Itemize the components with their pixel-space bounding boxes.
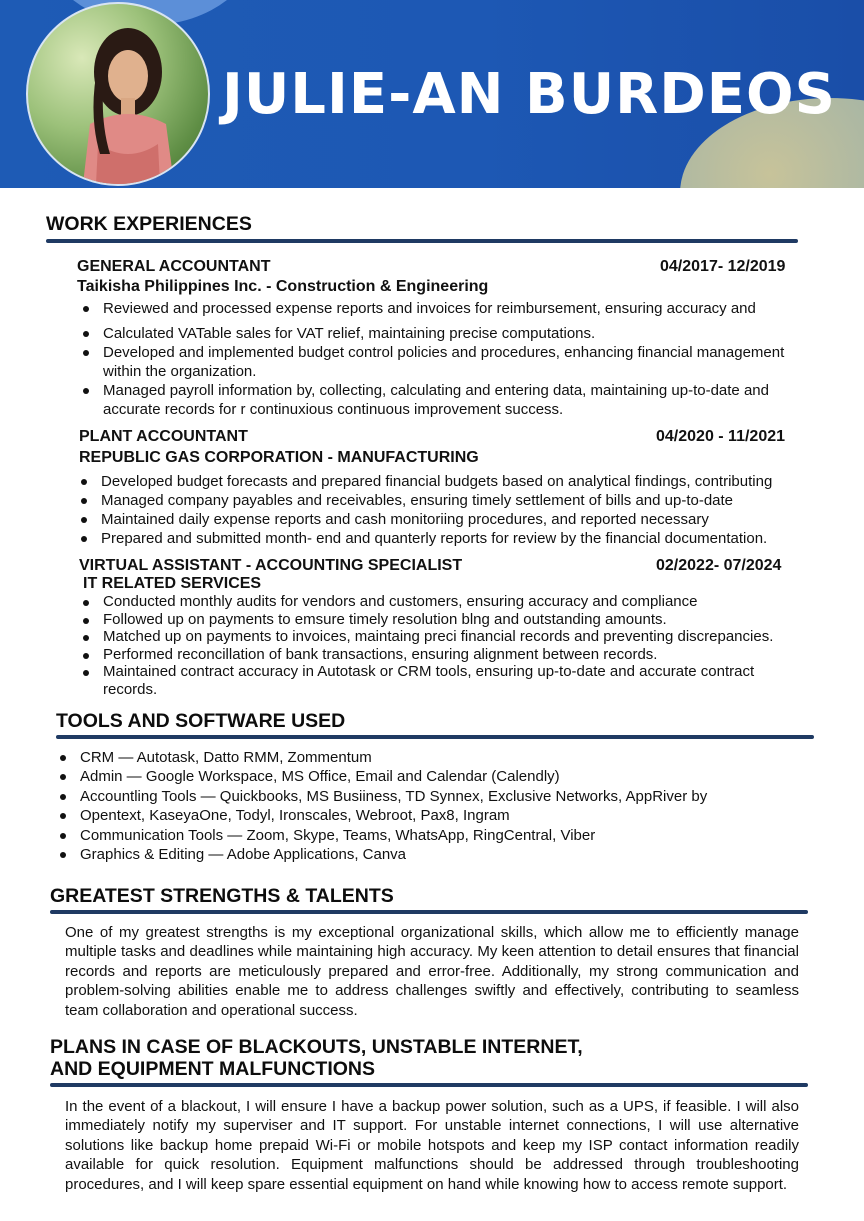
list-item: Matched up on payments to invoices, maintaing preci financial records and preventing discrepancies. — [77, 628, 802, 646]
tools-list — [54, 748, 814, 864]
job-dates: 02/2022- 07/2024 — [656, 557, 782, 574]
list-item: Admin — Google Workspace, MS Office, Email and Calendar (Calendly) — [54, 767, 814, 786]
strengths-paragraph: One of my greatest strengths is my exceptional organizational skills, which allow me to efficiently manage multiple tasks and deadlines while maintaining high accuracy. My keen attention to detail ensures that financial records and reports are meticulously prepared and error-free. Additionally, my strong communication and problem-solving abilities enable me to address challenges swiftly and effectively, contributing to seamless team collaboration and operational success. — [65, 924, 799, 1019]
list-item: Opentext, KaseyaOne, Todyl, Ironscales, Webroot, Pax8, Ingram — [54, 806, 814, 825]
list-item: CRM — Autotask, Datto RMM, Zommentum — [54, 748, 814, 767]
job-company: IT RELATED SERVICES — [83, 575, 262, 592]
job-dates: 04/2020 - 11/2021 — [656, 428, 786, 445]
job-bullets — [77, 299, 802, 419]
list-item: Developed budget forecasts and prepared financial budgets based on analytical findings, contributing — [75, 472, 805, 491]
job-bullets — [75, 472, 805, 548]
section-divider — [50, 1083, 808, 1087]
section-title-plans-line2: AND EQUIPMENT MALFUNCTIONS — [50, 1058, 375, 1080]
list-item: Managed payroll information by, collecting, calculating and entering data, maintaining up-to-date and accurate records for r continuxious continuous improvement success. — [77, 381, 802, 419]
plans-paragraph: In the event of a blackout, I will ensure I have a backup power solution, such as a UPS, if feasible. I will also immediately notify my superviser and IT support. For unstable internet connections, I will use alternative solutions like backup home prepaid Wi-Fi or mobile hotspots and keep my ISP contact information readily available for quick resolution. Equipment malfunctions should be addressed through troubleshooting procedures, and I will keep spare essential equipment on hand while knowing how to access remote support. — [65, 1098, 799, 1193]
section-title-strengths: GREATEST STRENGTHS & TALENTS — [50, 885, 394, 907]
header-banner — [0, 0, 864, 188]
list-item: Calculated VATable sales for VAT relief, maintaining precise computations. — [77, 324, 802, 343]
job-company: Taikisha Philippines Inc. - Construction & Engineering — [77, 278, 489, 295]
section-title-work: WORK EXPERIENCES — [46, 213, 252, 235]
section-divider — [46, 239, 798, 243]
section-divider — [50, 910, 808, 914]
job-company: REPUBLIC GAS CORPORATION - MANUFACTURING — [79, 449, 479, 466]
list-item: Developed and implemented budget control policies and procedures, enhancing financial management within the organization. — [77, 343, 802, 381]
list-item: Communication Tools — Zoom, Skype, Teams, WhatsApp, RingCentral, Viber — [54, 826, 814, 845]
list-item: Graphics & Editing — Adobe Applications, Canva — [54, 845, 814, 864]
profile-photo — [26, 2, 210, 186]
list-item: Conducted monthly audits for vendors and customers, ensuring accuracy and compliance — [77, 593, 802, 611]
list-item: Performed reconcillation of bank transactions, ensuring alignment between records. — [77, 646, 802, 664]
job-dates: 04/2017- 12/2019 — [660, 258, 786, 275]
section-divider — [56, 735, 814, 739]
job-bullets — [77, 593, 802, 699]
job-position: PLANT ACCOUNTANT — [79, 428, 248, 445]
section-title-tools: TOOLS AND SOFTWARE USED — [56, 710, 346, 732]
list-item: Managed company payables and receivables, ensuring timely settlement of bills and up-to-date — [75, 491, 805, 510]
job-position: VIRTUAL ASSISTANT - ACCOUNTING SPECIALIST — [79, 557, 463, 574]
list-item: Followed up on payments to emsure timely resolution blng and outstanding amounts. — [77, 611, 802, 629]
list-item: Maintained daily expense reports and cash monitoriing procedures, and reported necessary — [75, 510, 805, 529]
list-item: Accountling Tools — Quickbooks, MS Busiiness, TD Synnex, Exclusive Networks, AppRiver by — [54, 787, 814, 806]
candidate-name: JULIE-AN BURDEOS — [222, 62, 836, 127]
list-item: Maintained contract accuracy in Autotask or CRM tools, ensuring up-to-date and accurate contract records. — [77, 663, 802, 698]
list-item: Prepared and submitted month- end and quanterly reports for review by the financial documentation. — [75, 529, 805, 548]
section-title-plans: PLANS IN CASE OF BLACKOUTS, UNSTABLE INTERNET, — [50, 1036, 583, 1058]
list-item: Reviewed and processed expense reports and invoices for reimbursement, ensuring accuracy and — [77, 299, 802, 318]
job-position: GENERAL ACCOUNTANT — [77, 258, 271, 275]
